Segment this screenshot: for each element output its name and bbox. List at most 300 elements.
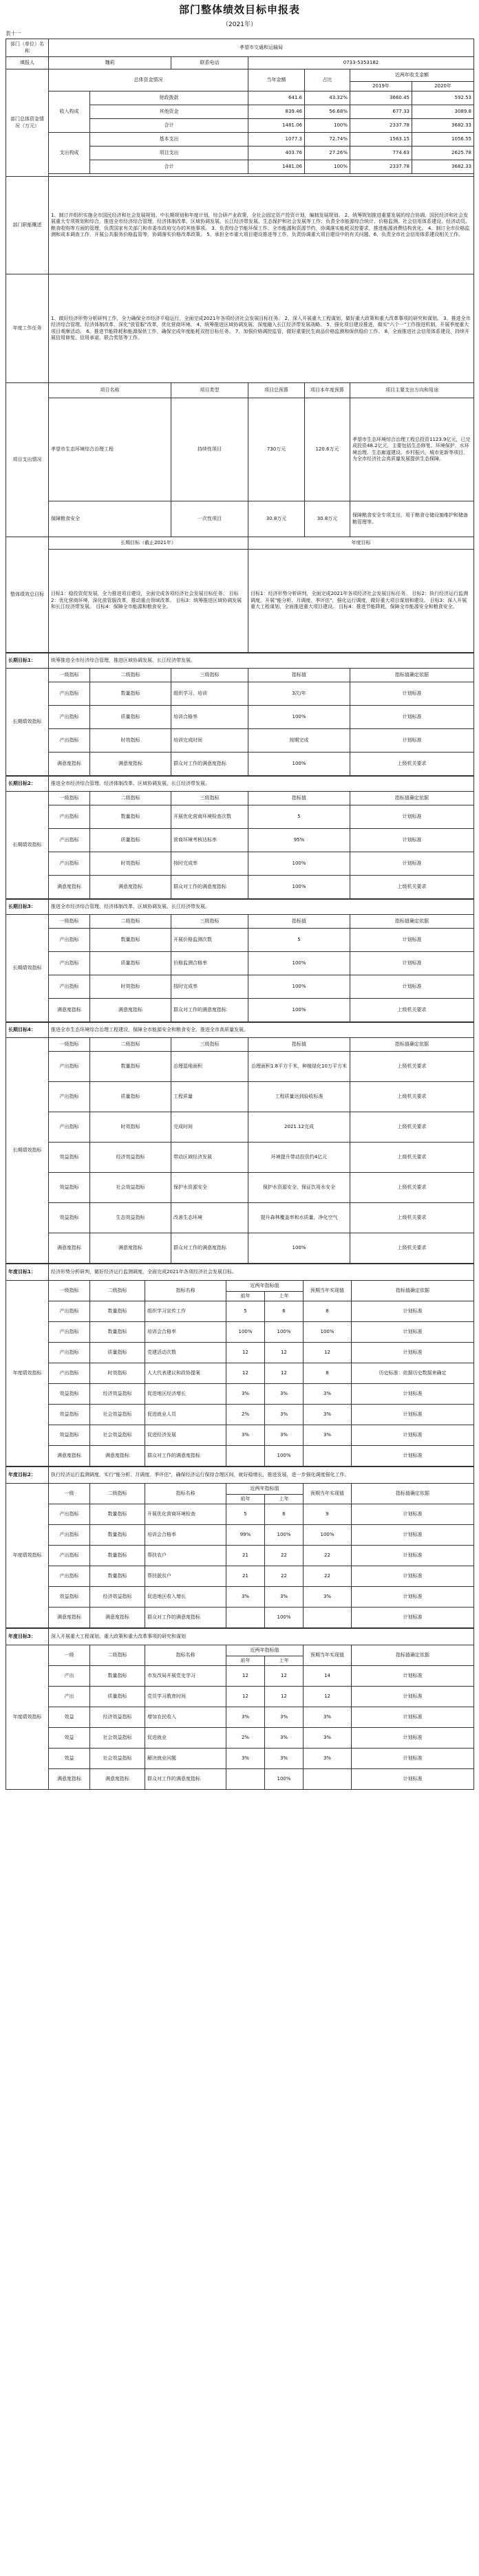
indicator-header: 近两年指标值 (226, 1645, 304, 1656)
indicator-cell: 22 (265, 1566, 304, 1587)
fund-2019: 2337.78 (350, 160, 412, 174)
indicator-cell: 14 (304, 1666, 352, 1687)
indicator-cell: 计划标准 (352, 1504, 474, 1525)
long-goal-text: 统筹推进全市经济综合管理，推进区域协调发展、长江经济带发展。 (49, 653, 474, 669)
indicator-cell: 产出指标 (49, 1504, 90, 1525)
fund-pct: 43.32% (305, 91, 350, 105)
indicator-cell: 群众对工作的满意度指标 (145, 1608, 226, 1628)
indicator-cell: 计划标准 (352, 1405, 474, 1425)
indicator-cell: 质量指标 (90, 1082, 171, 1112)
indicator-cell: 促进就业 (145, 1728, 226, 1749)
indicator-cell: 上级机关要求 (350, 1233, 474, 1264)
indicator-cell: 满意度指标 (49, 1233, 90, 1264)
indicator-cell: 3% (265, 1749, 304, 1769)
year-goal-text: 经济形势分析研判，做好经济运行监测调度，全面完成2021年各项经济社会发展目标。 (49, 1264, 474, 1281)
income-label: 收入构成 (49, 91, 90, 133)
indicator-cell: 3% (226, 1587, 265, 1608)
indicator-cell: 计划标准 (352, 1546, 474, 1566)
indicator-cell: 2% (226, 1405, 265, 1425)
indicator-cell: 满意度指标 (90, 753, 171, 776)
indicator-cell: 计划标准 (352, 1608, 474, 1628)
indicator-header: 三级指标 (171, 915, 248, 929)
indicator-cell: 12 (265, 1666, 304, 1687)
indicator-cell: 3% (265, 1405, 304, 1425)
indicator-cell: 3% (265, 1587, 304, 1608)
indicator-cell: 满意度指标 (49, 1446, 90, 1466)
project-current: 30.8万元 (305, 501, 350, 537)
indicator-cell: 上级机关要求 (350, 1203, 474, 1233)
indicator-cell: 6 (265, 1504, 304, 1525)
indicator-cell: 数量指标 (90, 1546, 145, 1566)
indicator-header: 二级指标 (90, 1281, 145, 1301)
indicator-cell: 产出 (49, 1687, 90, 1707)
indicator-cell: 工程质量达到验收标准 (248, 1082, 350, 1112)
fund-name: 财政拨款 (90, 91, 248, 105)
indicator-cell: 计划标准 (350, 952, 474, 975)
project-type: 持续性项目 (171, 398, 248, 501)
fund-name: 项目支出 (90, 147, 248, 160)
indicator-header: 前年 (226, 1292, 265, 1301)
indicator-cell: 培训会合格率 (145, 1525, 226, 1546)
indicator-header: 预期当年实现值 (304, 1281, 352, 1301)
indicator-cell: 数量指标 (90, 682, 171, 706)
indicator-cell: 8 (304, 1301, 352, 1322)
indicator-cell: 计划标准 (350, 929, 474, 952)
indicator-header: 一级 (49, 1484, 90, 1504)
indicator-cell: 计划标准 (352, 1425, 474, 1446)
indicator-header: 二级指标 (90, 669, 171, 682)
indicator-cell: 开展优化营商环境检查 (145, 1504, 226, 1525)
indicator-cell: 满意度指标 (90, 1233, 171, 1264)
indicator-cell: 开展价格监测次数 (171, 929, 248, 952)
indicator-cell: 数量指标 (90, 1301, 145, 1322)
indicator-cell: 100% (304, 1525, 352, 1546)
indicator-cell: 100% (248, 975, 350, 999)
fund-2020: 592.53 (412, 91, 474, 105)
indicator-header: 预期当年实现值 (304, 1645, 352, 1666)
indicator-cell: 治理湿地面积 (171, 1052, 248, 1082)
long-goal-title: 长期目标4： (6, 1023, 49, 1038)
indicator-cell: 100% (265, 1608, 304, 1628)
year-goal-title: 年度目标3： (6, 1629, 49, 1645)
indicator-cell: 计划标准 (350, 805, 474, 829)
indicator-cell: 产出指标 (49, 929, 90, 952)
indicator-header: 前年 (226, 1495, 265, 1504)
indicator-cell: 经济效益指标 (90, 1587, 145, 1608)
long-goal-text: 推进全市生态环境综合治理工程建设，保障全市能源安全和粮食安全，推进全市高质量发展。 (49, 1023, 474, 1038)
indicator-cell: 产出指标 (49, 1343, 90, 1363)
indicator-header: 一级指标 (49, 792, 90, 805)
indicator-cell: 100% (265, 1769, 304, 1790)
indicator-header: 上年 (265, 1656, 304, 1666)
indicator-cell: 21 (226, 1546, 265, 1566)
indicator-cell: 市发改局开展党史学习 (145, 1666, 226, 1687)
funds-col-total: 总体资金情况 (49, 69, 248, 91)
project-total: 730万元 (248, 398, 305, 501)
indicator-cell: 8 (304, 1363, 352, 1384)
indicator-cell: 促进地区经济增长 (145, 1384, 226, 1405)
indicator-cell: 时效指标 (90, 852, 171, 876)
indicator-cell: 数量指标 (90, 929, 171, 952)
report-body (6, 39, 473, 1790)
page-title: 部门整体绩效目标申报表 (178, 3, 300, 16)
indicator-header: 二级指标 (90, 915, 171, 929)
indicator-cell: 计划标准 (350, 852, 474, 876)
indicator-cell: 5 (248, 805, 350, 829)
indicator-cell: 产出指标 (49, 1566, 90, 1587)
indicator-header: 指标名称 (145, 1281, 226, 1301)
indicator-cell: 3% (226, 1384, 265, 1405)
fund-2019: 2337.78 (350, 119, 412, 133)
indicator-cell: 营商环境考核达标率 (171, 829, 248, 852)
indicator-cell: 满意度指标 (90, 999, 171, 1022)
indicator-cell: 满意度指标 (90, 1608, 145, 1628)
indicator-cell: 计划标准 (352, 1707, 474, 1728)
indicator-cell: 按时完成率 (171, 852, 248, 876)
indicator-header: 三级指标 (171, 1038, 248, 1052)
indicator-cell: 价格监测合格率 (171, 952, 248, 975)
indicator-cell: 3次/年 (248, 682, 350, 706)
indicator-header: 指标值 (248, 669, 350, 682)
indicator-header: 指标值确定依据 (350, 1038, 474, 1052)
indicator-cell: 社会效益指标 (90, 1425, 145, 1446)
indicator-cell: 上级机关要求 (350, 999, 474, 1022)
indicator-cell: 100% (248, 706, 350, 729)
indicator-cell: 数量指标 (90, 1566, 145, 1587)
indicator-cell: 培训完成时间 (171, 729, 248, 753)
indicator-cell: 计划标准 (352, 1322, 474, 1343)
indicator-header: 前年 (226, 1656, 265, 1666)
indicator-cell: 计划标准 (350, 829, 474, 852)
indicator-cell: 3% (265, 1384, 304, 1405)
indicator-cell: 100% (248, 952, 350, 975)
long-goal-side: 长期绩效指标 (6, 792, 49, 899)
indicator-cell: 9 (304, 1504, 352, 1525)
year-tasks-text: 1、做好经济形势分析研判工作，全力确保全市经济平稳运行，全面完成2021年各项经济社会发展目标任务。 2、深入开展重大工程谋划，做好重大政策和重大改革事项的研究和谋划。 3、推进全市经济综合管理、经济体制改革，深化"放管服"改革，优化营商环境。 4、统筹推进区域协调发展，深度融入长江经济带发展战略。 5、强化项目建设推进，做实"六个一"工作推进机制，开展季度重大项目观摩活动。 6、推进节能降耗和能源保供工作，确保完成年度能耗双控目标任务。 7、加强价格调控监管，做好重要民生商品价格监测和保供稳价工作。 8、全面推进社会信用体系建设，持续开展信用修复、信用承诺、联合奖惩等工作。 (49, 274, 474, 383)
indicator-cell: 保护水资源安全 (171, 1173, 248, 1203)
year-goal-side: 年度绩效指标 (6, 1281, 49, 1466)
long-goal-table (6, 653, 474, 776)
indicator-cell: 计划标准 (352, 1728, 474, 1749)
indicator-cell: 3% (304, 1425, 352, 1446)
indicator-cell: 产出指标 (49, 1363, 90, 1384)
indicator-cell: 产出指标 (49, 1525, 90, 1546)
goals-long-text: 目标1：稳投资促发展，全力推进项目建设，全面完成各项经济社会发展目标任务。 目标2：优化营商环境，深化放管服改革，推动重点领域改革。 目标3：统筹推进区域协调发展和长江经济带发展。 目标4：保障全市能源和粮食安全。 (49, 550, 248, 653)
fund-2020: 1056.55 (412, 133, 474, 147)
fund-pct: 100% (305, 119, 350, 133)
indicator-cell: 群众对工作的满意度指标 (171, 999, 248, 1022)
indicator-cell: 上级机关要求 (350, 1143, 474, 1173)
indicator-cell: 治理面积1.8平方千米，种植绿化10万平方米 (248, 1052, 350, 1082)
indicator-cell: 100% (304, 1322, 352, 1343)
indicator-header: 二级指标 (90, 1038, 171, 1052)
indicator-cell: 上级机关要求 (350, 876, 474, 899)
projects-label: 项目支出情况 (6, 383, 49, 537)
long-goal-title: 长期目标1： (6, 653, 49, 669)
fund-name: 合计 (90, 160, 248, 174)
indicator-cell: 完成时间 (171, 1112, 248, 1143)
indicator-cell: 12 (226, 1666, 265, 1687)
indicator-cell: 促进就业人员 (145, 1405, 226, 1425)
duty-label: 部门职能概述 (6, 177, 49, 274)
report-year: （2021年） (222, 21, 257, 28)
indicator-cell: 满意度指标 (49, 1769, 90, 1790)
indicator-cell: 满意度指标 (90, 1769, 145, 1790)
projects-col-total: 项目总预算 (248, 383, 305, 398)
long-goal-title: 长期目标2： (6, 777, 49, 792)
indicator-cell (304, 1446, 352, 1466)
indicator-cell: 计划标准 (352, 1769, 474, 1790)
year-goals-section (6, 1264, 473, 1790)
indicator-cell: 12 (226, 1343, 265, 1363)
indicator-header: 一级指标 (49, 1281, 90, 1301)
projects-col-name: 项目名称 (49, 383, 171, 398)
indicator-cell (304, 1608, 352, 1628)
indicator-cell: 产出指标 (49, 729, 90, 753)
indicator-header: 指标值 (248, 792, 350, 805)
indicator-cell: 帮扶农户 (145, 1546, 226, 1566)
indicator-cell: 社会效益指标 (90, 1173, 171, 1203)
duty-text: 1、制订并组织实施全市国民经济和社会发展规划、中长期规划和年度计划，综合研产业政策，全社会固定资产投资计划，编制发展规划。 2、统筹规划推进重要发展的综合协调、国民经济和社会发展重大专项规划和综合，推进全市经济综合管理，经济体制改革、区域协调发展、长江经济带发展、生态保护和社会发展等工作；负责全市能源综合统计、价格监测、社会信用体系建设、经济动员、粮食收购等方面的管理，负责国家有关部门和市委市政府交办的其他事项。 3、负责综合节能环保工作、全市能源和资源节约，协调落实能耗双控要求，推进能源消费结构优化。 4、制订全市价格监测和成本调查工作，开展公共服务价格监管等，协调落实价格改革政策。 5、承担全市重大项目建设推进等工作，负责协调重大项目建设中的有关问题。6、负责全市社会信用体系建设相关工作。 (49, 177, 474, 274)
fund-amount: 1077.3 (248, 133, 305, 147)
indicator-cell: 100% (248, 753, 350, 776)
project-name: 保障粮食安全 (49, 501, 171, 537)
indicator-cell: 数量指标 (90, 1666, 145, 1687)
indicator-cell: 满意度指标 (90, 1446, 145, 1466)
indicator-header: 二级指标 (90, 1484, 145, 1504)
indicator-cell: 人大代表建议和政协提案 (145, 1363, 226, 1384)
expense-label: 支出构成 (49, 133, 90, 174)
indicator-cell (304, 1769, 352, 1790)
indicator-cell: 产出指标 (49, 1546, 90, 1566)
funds-col-2020: 2020年 (412, 82, 474, 91)
indicator-cell (226, 1769, 265, 1790)
indicator-cell: 提升森林覆盖率和水质量，净化空气 (248, 1203, 350, 1233)
indicator-cell: 效益指标 (49, 1173, 90, 1203)
indicator-cell: 计划标准 (352, 1301, 474, 1322)
indicator-cell (226, 1446, 265, 1466)
indicator-cell: 12 (265, 1343, 304, 1363)
indicator-cell: 3% (304, 1728, 352, 1749)
funds-col-recent: 近两年收支金额 (350, 69, 474, 82)
indicator-header: 一级指标 (49, 1038, 90, 1052)
indicator-cell: 效益指标 (49, 1425, 90, 1446)
indicator-header: 指标值确定依据 (350, 669, 474, 682)
indicator-cell: 计划标准 (352, 1566, 474, 1587)
fund-pct: 27.26% (305, 147, 350, 160)
indicator-cell: 22 (304, 1566, 352, 1587)
fund-pct: 100% (305, 160, 350, 174)
indicator-cell: 帮扶脱贫户 (145, 1566, 226, 1587)
year-goal-title: 年度目标1： (6, 1264, 49, 1281)
indicator-cell: 经济效益指标 (90, 1384, 145, 1405)
indicator-cell: 3% (265, 1728, 304, 1749)
indicator-cell: 产出指标 (49, 706, 90, 729)
indicator-header: 二级指标 (90, 792, 171, 805)
indicator-cell: 效益 (49, 1707, 90, 1728)
indicator-cell: 环境提升带动投资约4亿元 (248, 1143, 350, 1173)
indicator-header: 指标值确定依据 (350, 915, 474, 929)
indicator-cell: 产出指标 (49, 1082, 90, 1112)
indicator-cell: 党员学习教育时间 (145, 1687, 226, 1707)
indicator-cell: 计划标准 (350, 975, 474, 999)
indicator-cell: 3% (226, 1707, 265, 1728)
year-goal-side: 年度绩效指标 (6, 1484, 49, 1628)
funds-row-label: 部门总体资金情况（万元） (6, 69, 49, 177)
indicator-cell: 时效指标 (90, 729, 171, 753)
indicator-header: 一级 (49, 1645, 90, 1666)
indicator-header: 指标值确定依据 (352, 1645, 474, 1666)
indicator-cell: 产出指标 (49, 952, 90, 975)
indicator-cell: 满意度指标 (90, 876, 171, 899)
indicator-header: 指标值确定依据 (352, 1484, 474, 1504)
indicator-cell: 5 (248, 929, 350, 952)
indicator-cell (226, 1608, 265, 1628)
indicator-cell: 按期完成 (248, 729, 350, 753)
indicator-cell: 满意度指标 (49, 1608, 90, 1628)
indicator-header: 指标值 (248, 1038, 350, 1052)
indicator-cell: 群众对工作的满意度指标 (171, 753, 248, 776)
indicator-cell: 数量指标 (90, 1525, 145, 1546)
fund-2020: 3682.33 (412, 160, 474, 174)
indicator-cell: 培训合格率 (171, 706, 248, 729)
indicator-cell: 22 (265, 1546, 304, 1566)
indicator-cell: 效益 (49, 1728, 90, 1749)
fund-pct: 72.74% (305, 133, 350, 147)
indicator-cell: 群众对工作的满意度指标 (171, 876, 248, 899)
indicator-header: 近两年指标值 (226, 1281, 304, 1292)
long-goal-text: 推进全市经济综合管理、经济体制改革、区域协调发展、长江经济带发展。 (49, 777, 474, 792)
indicator-cell: 2021.12完成 (248, 1112, 350, 1143)
indicator-header: 三级指标 (171, 792, 248, 805)
indicator-cell: 计划标准 (352, 1384, 474, 1405)
project-name: 孝望市生态环境综合治理工程 (49, 398, 171, 501)
fund-2019: 1563.15 (350, 133, 412, 147)
indicator-header: 指标名称 (145, 1645, 226, 1666)
projects-col-current: 项目本年度预算 (305, 383, 350, 398)
indicator-cell: 上级机关要求 (350, 1112, 474, 1143)
indicator-cell: 满意度指标 (49, 753, 90, 776)
long-goal-table (6, 899, 474, 1022)
year-goal-side: 年度绩效指标 (6, 1645, 49, 1790)
indicator-header: 指标值 (248, 915, 350, 929)
indicator-header: 指标名称 (145, 1484, 226, 1504)
indicator-cell: 3% (265, 1425, 304, 1446)
indicator-cell: 产出指标 (49, 682, 90, 706)
indicator-cell: 时效指标 (90, 1112, 171, 1143)
fund-pct: 56.68% (305, 105, 350, 119)
indicator-header: 一级指标 (49, 669, 90, 682)
indicator-cell: 上级机关要求 (350, 753, 474, 776)
indicator-cell: 3% (304, 1405, 352, 1425)
indicator-cell: 改善生态环境 (171, 1203, 248, 1233)
indicator-cell: 开展优化营商环境检查次数 (171, 805, 248, 829)
indicator-cell: 12 (304, 1343, 352, 1363)
goals-label: 整体绩效总目标 (6, 537, 49, 653)
indicator-cell: 上级机关要求 (350, 1052, 474, 1082)
project-use: 保障粮食安全专项支出，用于粮食仓储设施维护和储备粮管理等。 (350, 501, 474, 537)
indicator-cell: 带动区域经济发展 (171, 1143, 248, 1173)
indicator-cell: 产出指标 (49, 1052, 90, 1082)
year-goal-text: 执行经济运行监测调度，实行"能分析、月调度、季评估"，确保经济运行保持合理区间，就好稳增长，推进发展，进一步强化调度强化工作。 (49, 1467, 474, 1484)
indicator-cell: 3% (226, 1749, 265, 1769)
indicator-cell: 2% (226, 1728, 265, 1749)
indicator-cell: 经济效益指标 (90, 1707, 145, 1728)
long-goal-table (6, 1022, 474, 1264)
table-number: 表十一 (6, 30, 21, 36)
indicator-cell: 质量指标 (90, 829, 171, 852)
fund-2020: 3682.33 (412, 119, 474, 133)
indicator-cell: 计划标准 (352, 1343, 474, 1363)
indicator-cell: 产出指标 (49, 1112, 90, 1143)
indicator-cell: 产出指标 (49, 975, 90, 999)
funds-col-pct: 占比 (305, 69, 350, 91)
indicator-cell: 社会效益指标 (90, 1405, 145, 1425)
indicator-cell: 产出指标 (49, 1322, 90, 1343)
indicator-cell: 95% (248, 829, 350, 852)
fund-2020: 3089.8 (412, 105, 474, 119)
contact-person-label: 填报人 (6, 57, 49, 69)
long-goal-side: 长期绩效指标 (6, 915, 49, 1022)
fund-name: 基本支出 (90, 133, 248, 147)
year-tasks-label: 年度工作任务 (6, 274, 49, 383)
project-type: 一次性项目 (171, 501, 248, 537)
fund-name: 其他资金 (90, 105, 248, 119)
project-current: 120.6万元 (305, 398, 350, 501)
indicator-header: 三级指标 (171, 669, 248, 682)
indicator-cell: 上级机关要求 (350, 1082, 474, 1112)
indicator-cell: 100% (248, 876, 350, 899)
indicator-cell: 100% (265, 1322, 304, 1343)
long-goal-side: 长期绩效指标 (6, 669, 49, 776)
indicator-header: 预期当年实现值 (304, 1484, 352, 1504)
indicator-cell: 21 (226, 1566, 265, 1587)
indicator-cell: 5 (226, 1504, 265, 1525)
indicator-cell: 数量指标 (90, 1504, 145, 1525)
indicator-cell: 产出指标 (49, 852, 90, 876)
indicator-header: 指标值确定依据 (352, 1281, 474, 1301)
indicator-cell: 100% (226, 1322, 265, 1343)
long-goals-section (6, 653, 473, 1264)
long-goal-side: 长期绩效指标 (6, 1038, 49, 1264)
long-goal-table (6, 776, 474, 899)
fund-name: 合计 (90, 119, 248, 133)
indicator-cell: 22 (304, 1546, 352, 1566)
indicator-cell: 组织学习、培训 (171, 682, 248, 706)
indicator-cell: 12 (304, 1687, 352, 1707)
year-goal-table (6, 1466, 474, 1628)
indicator-cell: 群众对工作的满意度指标 (171, 1233, 248, 1264)
indicator-cell: 生态效益指标 (90, 1203, 171, 1233)
unit-value: 孝望市交通和运输局 (49, 39, 474, 57)
indicator-cell: 5 (226, 1301, 265, 1322)
year-goal-text: 深入开展重大工程谋划、重大政策和重大改革事项的研究和谋划 (49, 1629, 474, 1645)
indicator-cell: 产出指标 (49, 829, 90, 852)
fund-amount: 403.76 (248, 147, 305, 160)
indicator-cell: 数量指标 (90, 805, 171, 829)
indicator-cell: 历史标准：依据历史数据来确定 (352, 1363, 474, 1384)
contact-person: 魏莉 (49, 57, 171, 69)
indicator-cell: 产出指标 (49, 1301, 90, 1322)
fund-amount: 1481.06 (248, 160, 305, 174)
indicator-cell: 增加农民收入 (145, 1707, 226, 1728)
goals-year-text: 目标1：经济形势分析研判，全面完成2021年各项经济社会发展目标任务。 目标2：执行经济运行监测调度，开展"能分析、月调度、季评估"，强化运行调度，做好重大项目谋划和建设。 目标3：深入开展重大工程谋划，全面推进重大项目建设。 目标4：推进节能降耗，保障全市能源安全和粮食安全。 (248, 550, 474, 653)
indicator-cell: 效益指标 (49, 1143, 90, 1173)
indicator-header: 近两年指标值 (226, 1484, 304, 1495)
indicator-cell: 3% (304, 1384, 352, 1405)
indicator-cell: 群众对工作的满意度指标 (145, 1769, 226, 1790)
indicator-header: 一级指标 (49, 915, 90, 929)
